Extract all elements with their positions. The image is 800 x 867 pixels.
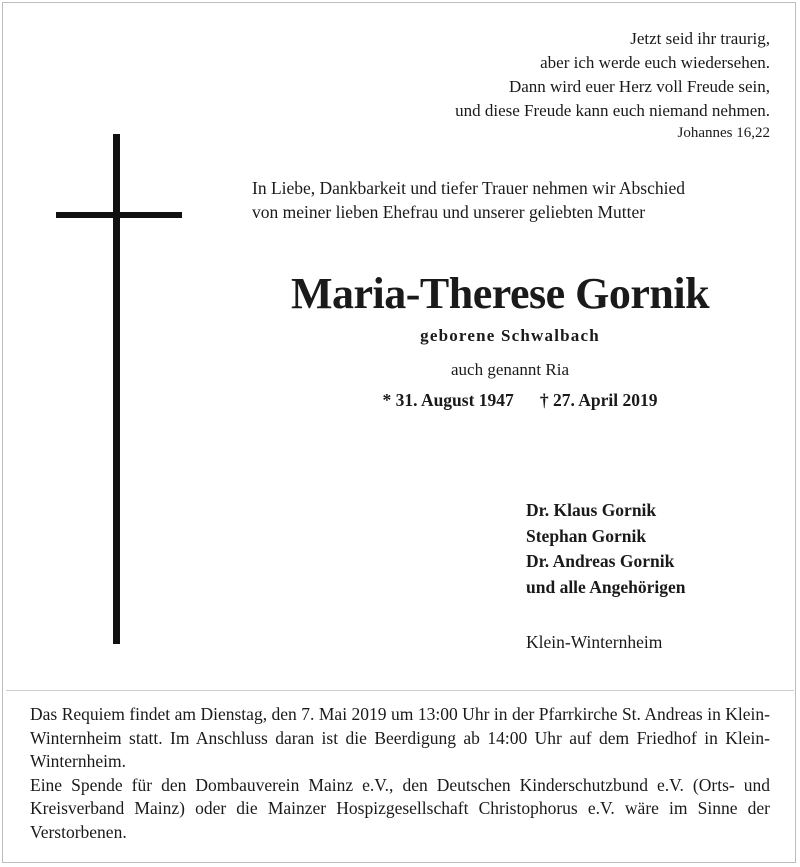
mourner: und alle Angehörigen [526, 576, 686, 597]
mourner: Stephan Gornik [526, 525, 647, 546]
service-notice [30, 703, 770, 844]
verse-line: Jetzt seid ihr traurig, [630, 29, 770, 48]
nickname: auch genannt Ria [450, 360, 569, 379]
verse-line: und diese Freude kann euch niemand nehmen. [455, 101, 770, 120]
intro-line: In Liebe, Dankbarkeit und tiefer Trauer nehmen wir Abschied [252, 178, 685, 198]
divider [6, 690, 794, 691]
death-date: † 27. April 2019 [539, 390, 658, 410]
verse-line: aber ich werde euch wiedersehen. [540, 53, 770, 72]
mourner: Dr. Klaus Gornik [526, 500, 657, 520]
life-dates [260, 390, 780, 411]
notice-paragraph: Das Requiem findet am Dienstag, den 7. Mai 2019 um 13:00 Uhr in der Pfarrkirche St. Andreas in Klein-Winternheim statt. Im Anschluss daran ist die Beerdigung ab 14:00 Uhr auf dem Friedhof in Klein-Winternheim. [30, 704, 770, 771]
deceased-name: Maria-Therese Gornik [290, 269, 710, 318]
cross-icon [113, 134, 120, 644]
birth-date: * 31. August 1947 [382, 390, 514, 410]
verse-reference: Johannes 16,22 [677, 125, 770, 141]
mourner: Dr. Andreas Gornik [526, 551, 675, 571]
birth-name: geborene Schwalbach [420, 326, 600, 345]
bible-verse [300, 27, 770, 143]
notice-paragraph: Eine Spende für den Dombauverein Mainz e.V., den Deutschen Kinderschutzbund e.V. (Orts- und Kreisverband Mainz) oder die Mainzer Hospizgesellschaft Christophorus e.V. wäre im Sinne der Verstorbenen. [30, 774, 770, 842]
mourners-list [526, 498, 685, 600]
intro-line: von meiner lieben Ehefrau und unserer geliebten Mutter [252, 202, 646, 222]
cross-icon-bar [56, 212, 182, 218]
farewell-intro [252, 176, 772, 224]
place-name: Klein-Winternheim [526, 632, 663, 652]
verse-line: Dann wird euer Herz voll Freude sein, [508, 77, 770, 96]
